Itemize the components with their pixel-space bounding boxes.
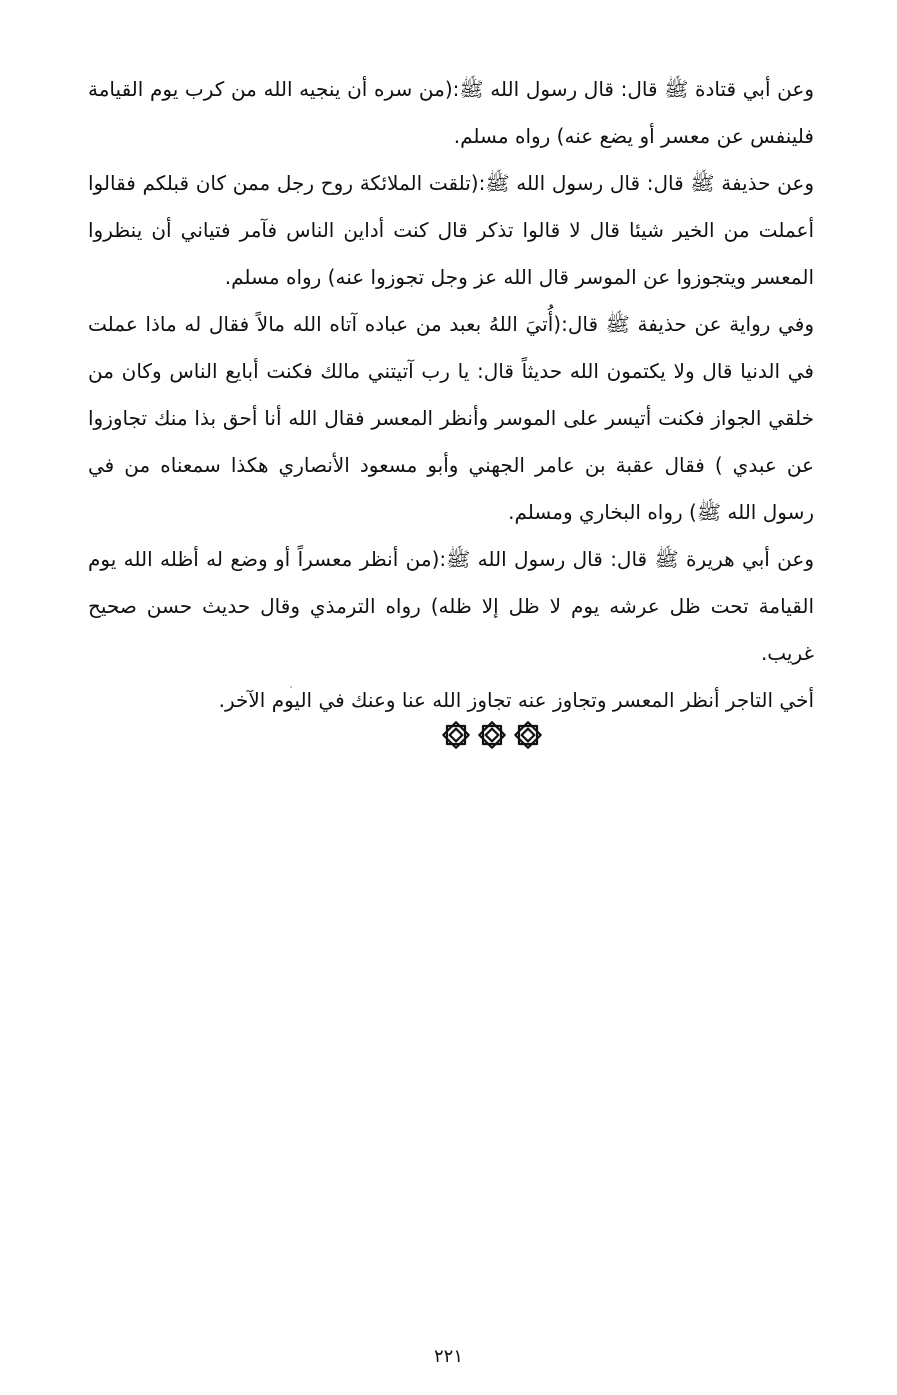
body-text <box>88 66 814 724</box>
star-ornament-icon <box>475 718 509 752</box>
paragraph-hudhayfa: وعن حذيفة ﷺ قال: قال رسول الله ﷺ:(تلقت الملائكة روح رجل ممن كان قبلكم فقالوا أعملت من الخير شيئا قال لا قالوا تذكر قال كنت أداين الناس فآمر فتياني أن ينظروا المعسر ويتجوزوا عن الموسر قال الله عز وجل تجوزوا عنه) رواه مسلم. <box>88 171 814 289</box>
star-ornament-icon <box>439 718 473 752</box>
paragraph-hudhayfa-narration: وفي رواية عن حذيفة ﷺ قال:(أُتيَ اللهُ بعبد من عباده آتاه الله مالاً فقال له ماذا عملت في الدنيا قال ولا يكتمون الله حديثاً قال: يا رب آتيتني مالك فكنت أبايع الناس وكان من خلقي الجواز فكنت أتيسر على الموسر وأنظر المعسر فقال الله أنا أحق بذا منك تجاوزوا عن عبدي ) فقال عقبة بن عامر الجهني وأبو مسعود الأنصاري هكذا سمعناه من في رسول الله ﷺ) رواه البخاري ومسلم. <box>88 312 814 524</box>
star-ornament-icon <box>511 718 545 752</box>
paragraph-abu-qatada: وعن أبي قتادة ﷺ قال: قال رسول الله ﷺ:(من سره أن ينجيه الله من كرب يوم القيامة فلينفس عن معسر أو يضع عنه) رواه مسلم. <box>88 77 814 148</box>
page-number: ٢٢١ <box>433 1346 463 1367</box>
section-divider-ornament <box>437 718 547 758</box>
closing-line: أخي التاجر أنظر المعسر وتجاوز عنه تجاوز الله عنا وعنك في اليوم الآخر. <box>218 688 814 712</box>
paragraph-abu-hurayra: وعن أبي هريرة ﷺ قال: قال رسول الله ﷺ:(من أنظر معسراً أو وضع له أظله الله يوم القيامة تحت ظل عرشه يوم لا ظل إلا ظله) رواه الترمذي وقال حديث حسن صحيح غريب. <box>88 547 814 665</box>
scan-speck <box>290 686 292 688</box>
